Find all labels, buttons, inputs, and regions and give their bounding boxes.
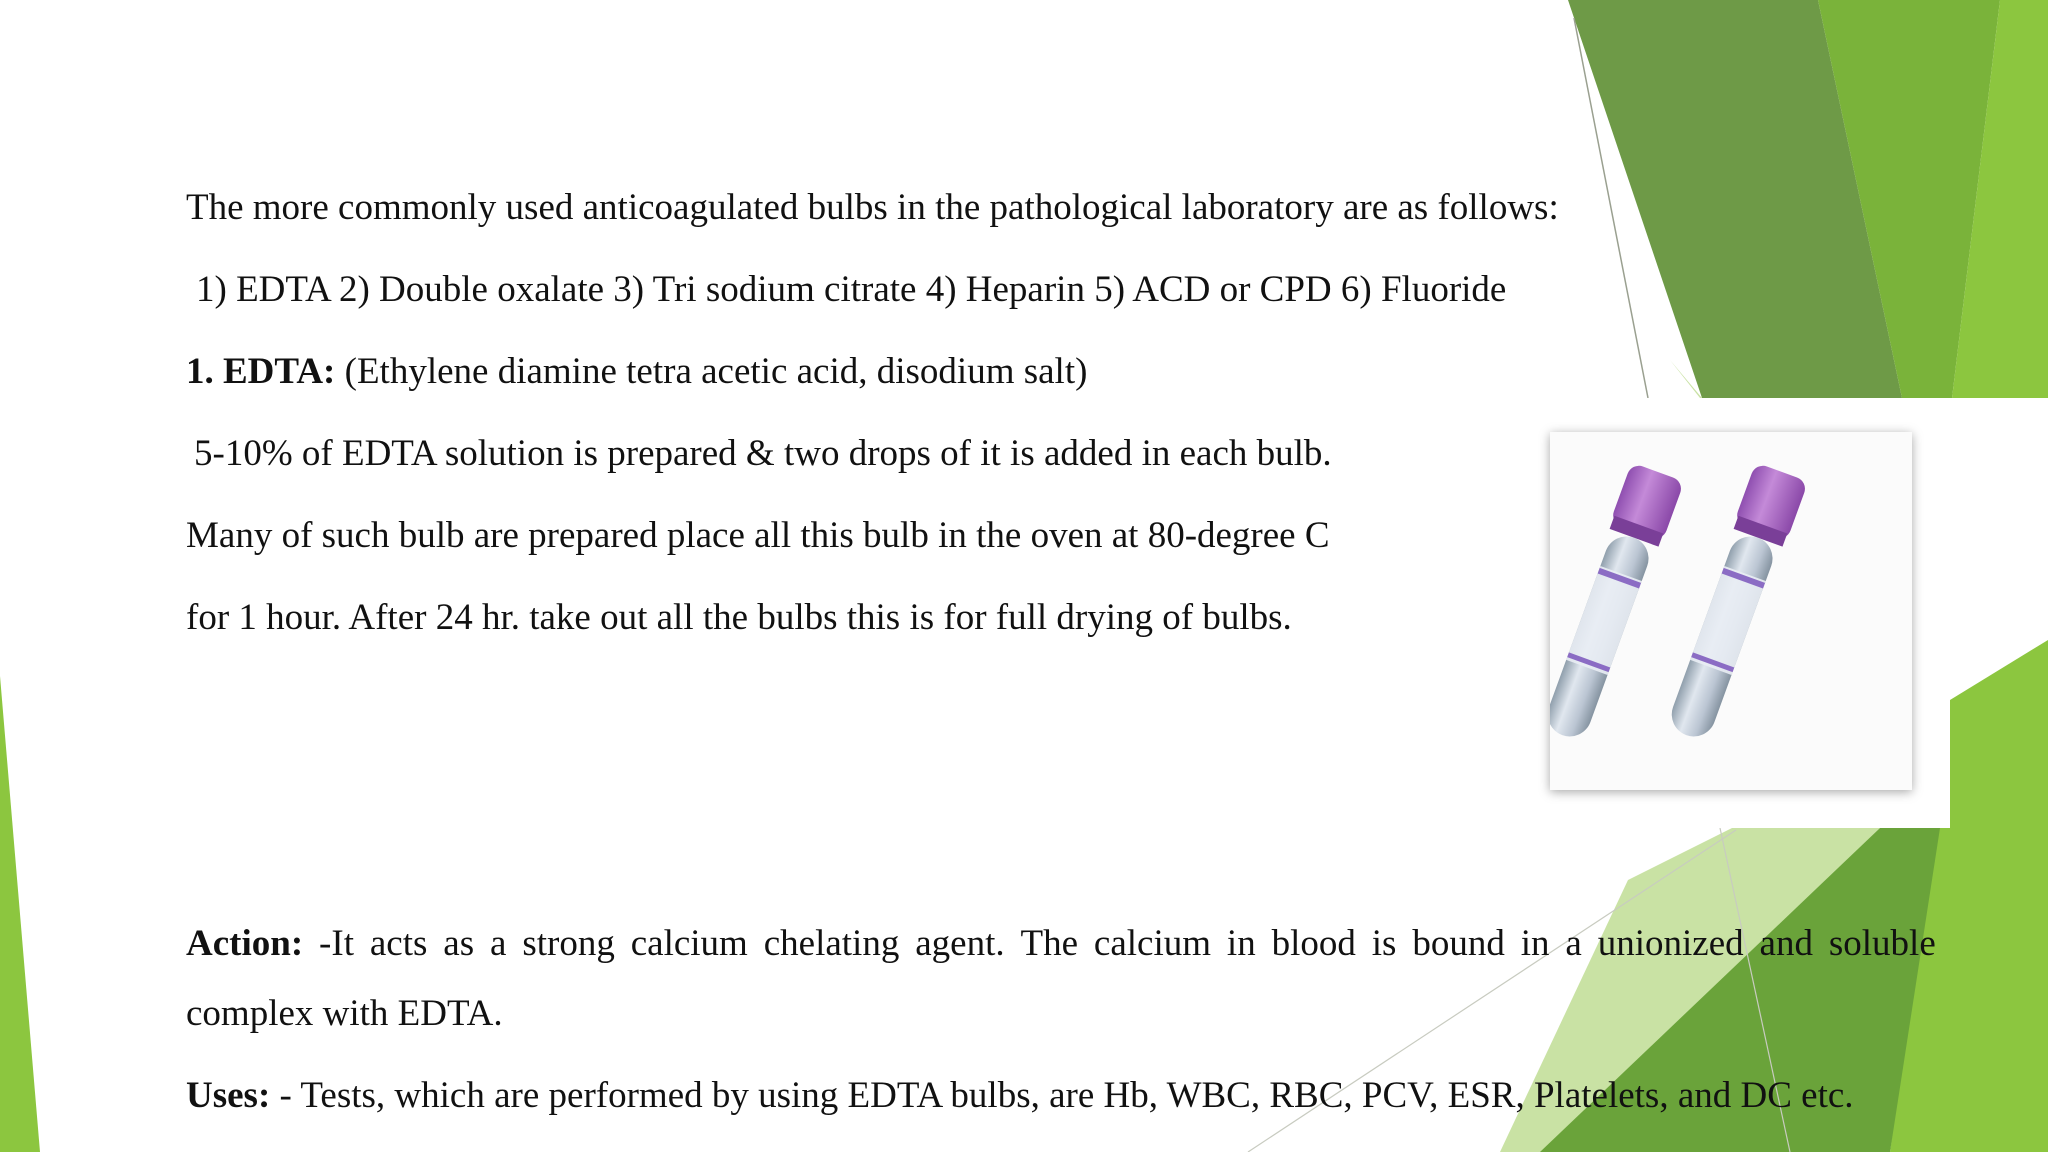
action-word: soluble xyxy=(1828,923,1936,964)
action-word: in xyxy=(1520,923,1550,964)
action-word: and xyxy=(1759,923,1813,964)
edta-heading-label: 1. EDTA: xyxy=(186,351,336,392)
action-word: strong xyxy=(522,923,615,964)
prep-line-2: Many of such bulb are prepared place all this bulb in the oven at 80-degree C xyxy=(186,515,1330,556)
action-word: calcium xyxy=(630,923,748,964)
uses-description: - Tests, which are performed by using EDTA bulbs, are Hb, WBC, RBC, PCV, ESR, Platelets, and DC etc. xyxy=(270,1075,1854,1116)
action-label: Action: xyxy=(186,923,304,964)
intro-text: The more commonly used anticoagulated bulbs in the pathological laboratory are as follows: xyxy=(186,187,1559,228)
anticoagulant-list: 1) EDTA 2) Double oxalate 3) Tri sodium citrate 4) Heparin 5) ACD or CPD 6) Fluoride xyxy=(196,269,1507,310)
action-word: bound xyxy=(1412,923,1505,964)
action-word: chelating xyxy=(763,923,900,964)
action-word: a xyxy=(1565,923,1582,964)
action-word: The xyxy=(1020,923,1079,964)
edta-tubes-illustration xyxy=(1550,432,1912,790)
action-word: unionized xyxy=(1597,923,1744,964)
action-word: agent. xyxy=(915,923,1005,964)
tube-left xyxy=(1550,462,1684,744)
uses-text xyxy=(186,1074,1854,1118)
action-word: calcium xyxy=(1093,923,1212,964)
tube-right xyxy=(1660,462,1808,744)
action-word: in xyxy=(1226,923,1256,964)
prep-line-3: for 1 hour. After 24 hr. take out all the bulbs this is for full drying of bulbs. xyxy=(186,597,1292,638)
uses-label: Uses: xyxy=(186,1075,271,1116)
action-word: acts xyxy=(369,923,428,964)
prep-line-1: 5-10% of EDTA solution is prepared & two drops of it is added in each bulb. xyxy=(194,433,1332,474)
action-word: -It xyxy=(319,923,354,964)
action-word: as xyxy=(443,923,475,964)
action-word: is xyxy=(1371,923,1397,964)
edta-tubes-photo xyxy=(1550,432,1912,790)
action-line-2: complex with EDTA. xyxy=(186,993,503,1034)
bg-shape-left-green xyxy=(0,676,40,1152)
edta-heading-description: (Ethylene diamine tetra acetic acid, disodium salt) xyxy=(335,351,1088,392)
action-line-1 xyxy=(186,922,1936,966)
action-word: blood xyxy=(1271,923,1356,964)
action-word: a xyxy=(490,923,507,964)
edta-tubes-photo-frame xyxy=(1522,398,1950,828)
edta-heading xyxy=(186,350,1087,394)
